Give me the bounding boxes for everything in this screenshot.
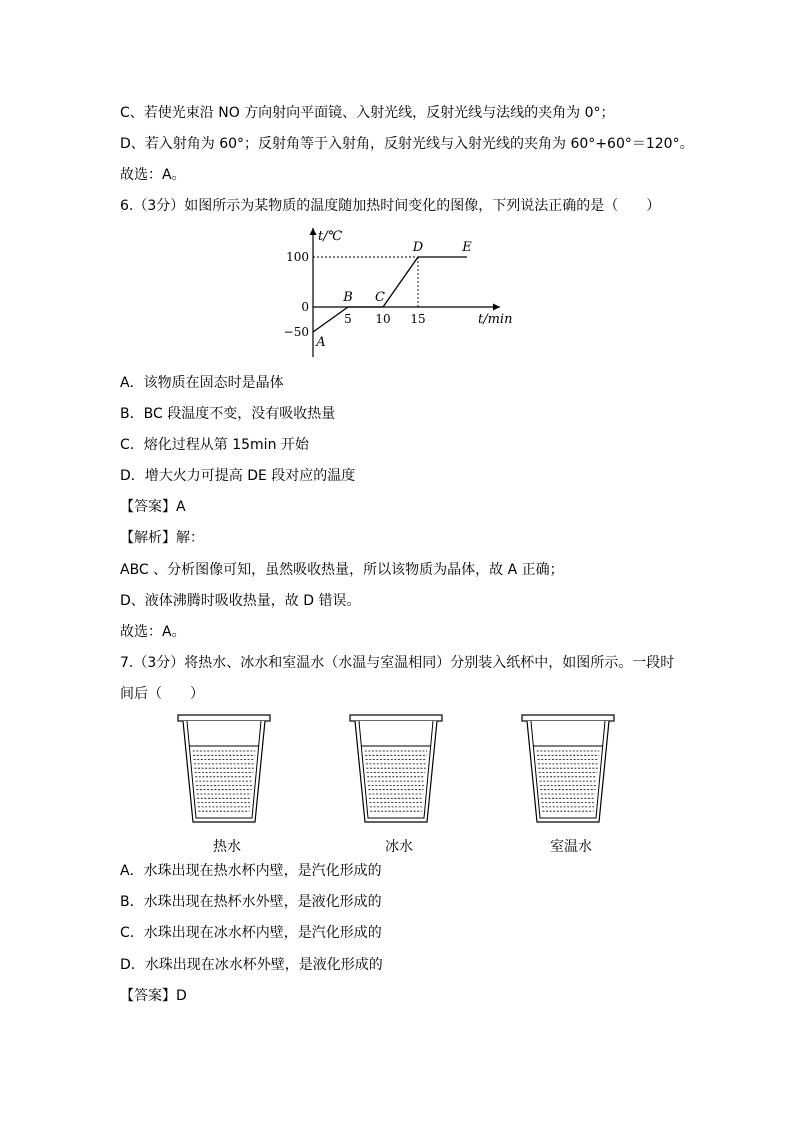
point-label-D: D bbox=[412, 240, 424, 255]
q7-answer: 【答案】D bbox=[120, 988, 187, 1004]
cup-drawing bbox=[348, 712, 450, 854]
q6-analysis-line-2: D、液体沸腾时吸收热量，故 D 错误。 bbox=[120, 593, 361, 609]
prev-choice: 故选：A。 bbox=[120, 167, 186, 183]
cup-label-room: 室温水 bbox=[550, 839, 592, 855]
cup-drawing bbox=[520, 712, 622, 854]
cup-rim bbox=[522, 715, 614, 721]
x-axis-label: t/min bbox=[478, 312, 513, 327]
y-tick-label: 0 bbox=[301, 300, 309, 314]
prev-option-c: C、若使光束沿 NO 方向射向平面镜、入射光线，反射光线与法线的夹角为 0°； bbox=[120, 105, 615, 121]
q6-stem: 6.（3分）如图所示为某物质的温度随加热时间变化的图像，下列说法正确的是（ ） bbox=[120, 198, 661, 214]
chart-svg bbox=[270, 222, 530, 360]
cup-label-hot: 热水 bbox=[213, 839, 241, 855]
q7-option-d: D．水珠出现在冰水杯外壁，是液化形成的 bbox=[120, 957, 383, 973]
q6-option-c: C．熔化过程从第 15min 开始 bbox=[120, 437, 309, 453]
cup-label-ice: 冰水 bbox=[385, 839, 413, 855]
y-axis-label: t/℃ bbox=[318, 229, 343, 244]
cup-rim bbox=[178, 715, 270, 721]
q7-option-a: A．水珠出现在热水杯内壁，是汽化形成的 bbox=[120, 863, 382, 879]
cup-room-temperature-water bbox=[520, 712, 622, 854]
q6-option-b: B．BC 段温度不变，没有吸收热量 bbox=[120, 406, 336, 422]
x-tick-label: 5 bbox=[344, 312, 352, 326]
prev-option-d: D、若入射角为 60°；反射角等于入射角，反射光线与入射光线的夹角为 60°+60°＝120°。 bbox=[120, 136, 694, 152]
q6-analysis-title: 【解析】解： bbox=[120, 530, 204, 546]
cup-hot-water bbox=[176, 712, 278, 854]
segment-AB bbox=[313, 307, 348, 332]
cup-rim bbox=[350, 715, 442, 721]
q7-stem-line-2: 间后（ ） bbox=[120, 686, 204, 702]
q6-choice: 故选：A。 bbox=[120, 624, 186, 640]
q6-option-a: A．该物质在固态时是晶体 bbox=[120, 375, 284, 391]
q7-option-c: C．水珠出现在冰水杯内壁，是汽化形成的 bbox=[120, 925, 382, 941]
y-tick-label: 100 bbox=[286, 250, 309, 264]
y-tick-label: −50 bbox=[283, 325, 309, 339]
temperature-time-chart bbox=[270, 222, 530, 360]
q6-option-d: D．增大火力可提高 DE 段对应的温度 bbox=[120, 468, 356, 484]
cup-drawing bbox=[176, 712, 278, 854]
q6-answer: 【答案】A bbox=[120, 499, 186, 515]
cup-ice-water bbox=[348, 712, 450, 854]
q6-analysis-line-1: ABC 、分析图像可知，虽然吸收热量，所以该物质为晶体，故 A 正确； bbox=[120, 562, 564, 578]
point-label-C: C bbox=[375, 290, 385, 305]
point-label-A: A bbox=[316, 335, 326, 350]
x-tick-label: 15 bbox=[410, 312, 426, 326]
segment-CD bbox=[383, 257, 418, 307]
q7-option-b: B．水珠出现在热杯水外壁，是液化形成的 bbox=[120, 894, 382, 910]
point-label-E: E bbox=[462, 240, 472, 255]
point-label-B: B bbox=[343, 290, 353, 305]
q7-stem-line-1: 7.（3分）将热水、冰水和室温水（水温与室温相同）分别装入纸杯中，如图所示。一段时 bbox=[120, 655, 675, 671]
x-tick-label: 10 bbox=[375, 312, 391, 326]
